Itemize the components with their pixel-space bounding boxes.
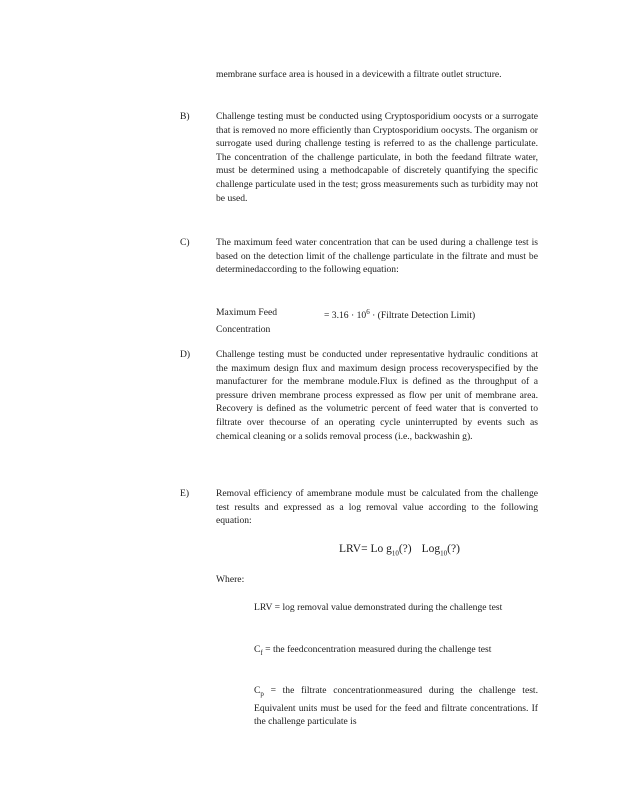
- definition-cp: $C_p$ = the filtrate concentrationmeasured during the challenge test. Equivalent units must be used for the feed and filtrate concentrations. If the challenge particulate is: [254, 685, 538, 728]
- section-label-b: B): [180, 111, 190, 122]
- section-b-paragraph: Challenge testing must be conducted using Cryptosporidium oocysts or a surrogate that is removed no more efficiently than Cryptosporidium oocysts. The organism or surrogate used during challenge testing is referred to as the challenge particulate. The concentration of the challenge particulate, in both the feedand filtrate water, must be determined using a methodcapable of discretely quantifying the specific challenge particulate used in the test; gross measurements such as turbidity may not be used.: [216, 111, 538, 204]
- lrv-equation: LRV= Lo $g_{10}(?)$ Log$_{10}$(?): [339, 543, 460, 558]
- intro-paragraph: membrane surface area is housed in a devicewith a filtrate outlet structure.: [216, 69, 502, 80]
- where-label: Where:: [216, 574, 245, 585]
- section-c-paragraph: The maximum feed water concentration that can be used during a challenge test is based on the detection limit of the challenge particulate in the filtrate and must be determinedaccording to the following equation:: [216, 237, 538, 276]
- max-feed-equation: [216, 306, 538, 336]
- definition-cf: $C_f$ = the feedconcentration measured during the challenge test: [254, 644, 492, 657]
- section-label-d: D): [180, 349, 191, 360]
- definition-lrv: LRV = log removal value demonstrated during the challenge test: [254, 602, 503, 613]
- section-label-c: C): [180, 237, 190, 248]
- section-e-paragraph: Removal efficiency of amembrane module must be calculated from the challenge test results and expressed as a log removal value according to the following equation:: [216, 488, 538, 527]
- section-d-paragraph: Challenge testing must be conducted under representative hydraulic conditions at the maximum design flux and maximum design process recoveryspecified by the manufacturer for the membrane module.Flux is defined as the throughput of a pressure driven membrane process expressed as flow per unit of membrane area. Recovery is defined as the volumetric percent of feed water that is converted to filtrate over thecourse of an operating cycle uninterrupted by events such as chemical cleaning or a solids removal process (i.e., backwashin g).: [216, 349, 538, 442]
- section-label-e: E): [180, 488, 190, 499]
- equation-rhs: = $3.16 \cdot 10^6$ · (Filtrate Detection Limit): [324, 308, 476, 322]
- equation-lhs-line1: Maximum Feed: [216, 307, 278, 318]
- equation-lhs-line2: Concentration: [216, 323, 271, 335]
